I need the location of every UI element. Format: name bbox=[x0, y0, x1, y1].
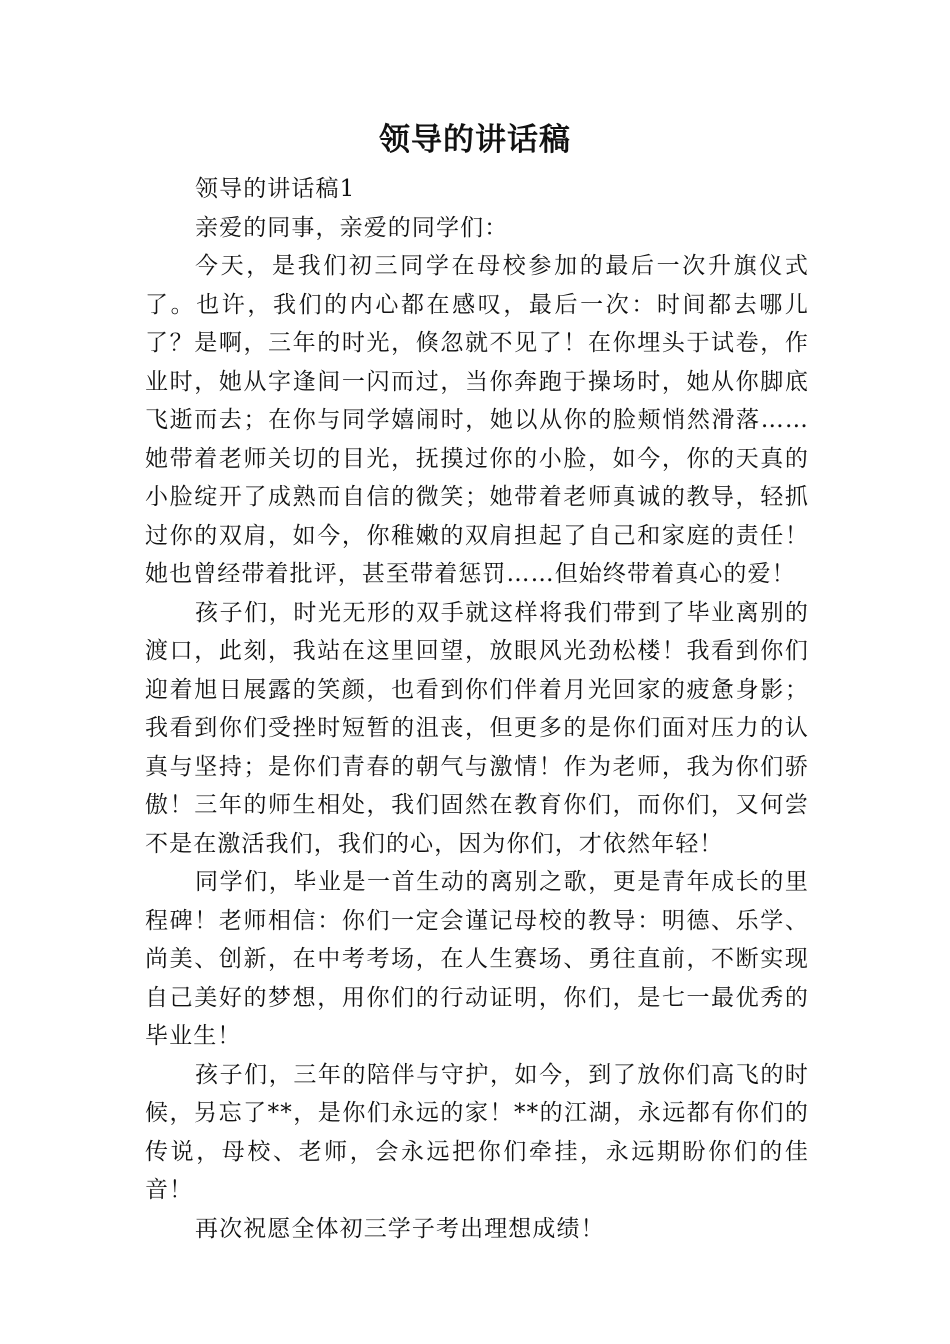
document-body bbox=[145, 170, 809, 1248]
salutation: 亲爱的同事，亲爱的同学们： bbox=[195, 214, 509, 241]
paragraph: 今天，是我们初三同学在母校参加的最后一次升旗仪式了。也许，我们的内心都在感叹，最后一次：时间都去哪儿了？是啊，三年的时光，倏忽就不见了！在你埋头于试卷，作业时，她从字逢间一闪而过，当你奔跑于操场时，她从你脚底飞逝而去；在你与同学嬉闹时，她以从你的脸颊悄然滑落……她带着老师关切的目光，抚摸过你的小脸，如今，你的天真的小脸绽开了成熟而自信的微笑；她带着老师真诚的教导，轻抓过你的双肩，如今，你稚嫩的双肩担起了自己和家庭的责任！她也曾经带着批评，甚至带着惩罚……但始终带着真心的爱！ bbox=[145, 253, 809, 587]
speech-subtitle: 领导的讲话稿1 bbox=[195, 176, 356, 202]
paragraph: 同学们，毕业是一首生动的离别之歌，更是青年成长的里程碑！老师相信：你们一定会谨记母校的教导：明德、乐学、尚美、创新，在中考考场，在人生赛场、勇往直前，不断实现自己美好的梦想，用你们的行动证明，你们，是七一最优秀的毕业生！ bbox=[145, 869, 809, 1049]
paragraph: 孩子们，三年的陪伴与守护，如今，到了放你们高飞的时候，另忘了**，是你们永远的家！**的江湖，永远都有你们的传说，母校、老师，会永远把你们牵挂，永远期盼你们的佳音！ bbox=[145, 1061, 809, 1203]
paragraph: 孩子们，时光无形的双手就这样将我们带到了毕业离别的渡口，此刻，我站在这里回望，放眼风光劲松楼！我看到你们迎着旭日展露的笑颜，也看到你们伴着月光回家的疲惫身影；我看到你们受挫时短暂的沮丧，但更多的是你们面对压力的认真与坚持；是你们青春的朝气与激情！作为老师，我为你们骄傲！三年的师生相处，我们固然在教育你们，而你们，又何尝不是在激活我们，我们的心，因为你们，才依然年轻！ bbox=[145, 599, 809, 857]
closing-line: 再次祝愿全体初三学子考出理想成绩！ bbox=[195, 1215, 605, 1242]
document-title: 领导的讲话稿 bbox=[379, 122, 571, 158]
